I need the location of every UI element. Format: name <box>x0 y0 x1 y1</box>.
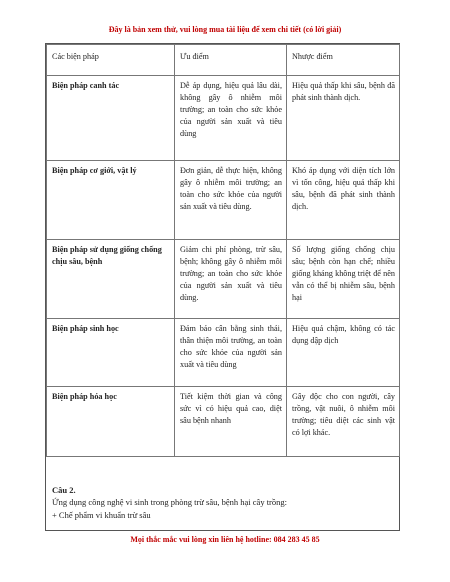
question-heading: Câu 2. <box>52 485 76 495</box>
pest-control-table <box>46 44 400 457</box>
method-cons: Hiệu quả chậm, không có tác dụng dập dịch <box>287 319 400 387</box>
method-pros: Tiết kiệm thời gian và công sức vì có hiệu quả cao, diệt sâu bệnh nhanh <box>175 387 287 457</box>
method-cons: Khó áp dụng với diện tích lớn vì tốn công, hiệu quả thấp khi sâu, bệnh đã phát sinh thành dịch. <box>287 161 400 240</box>
method-name: Biện pháp canh tác <box>47 76 175 161</box>
preview-notice-banner: Đây là bản xem thử, vui lòng mua tài liệu để xem chi tiết (có lời giải) <box>108 25 342 34</box>
method-pros: Giảm chi phí phòng, trừ sâu, bệnh; không gây ô nhiễm môi trường; an toàn cho sức khỏe của người sản xuất và tiêu dùng. <box>175 240 287 319</box>
hotline-banner: Mọi thắc mắc vui lòng xin liên hệ hotline: 084 283 45 85 <box>130 535 320 544</box>
method-name: Biện pháp cơ giới, vật lý <box>47 161 175 240</box>
header-methods: Các biện pháp <box>47 45 175 76</box>
method-pros: Đơn giản, dễ thực hiện, không gây ô nhiễm môi trường; an toàn cho sức khỏe của người sản xuất và tiêu dùng. <box>175 161 287 240</box>
table-row <box>47 76 400 161</box>
table-row <box>47 387 400 457</box>
method-name: Biện pháp hóa học <box>47 387 175 457</box>
method-cons: Hiệu quả thấp khi sâu, bệnh đã phát sinh thành dịch. <box>287 76 400 161</box>
method-name: Biện pháp sử dụng giống chống chịu sâu, bệnh <box>47 240 175 319</box>
question-section <box>52 484 397 521</box>
table-row <box>47 161 400 240</box>
table-header-row <box>47 45 400 76</box>
question-text: Ứng dụng công nghệ vi sinh trong phòng trừ sâu, bệnh hại cây trồng: <box>52 497 287 508</box>
method-pros: Dễ áp dụng, hiệu quả lâu dài, không gây ô nhiễm môi trường; an toàn cho sức khỏe của người sản xuất và tiêu dùng <box>175 76 287 161</box>
method-cons: Số lượng giống chống chịu sâu; bệnh còn hạn chế; nhiều giống kháng không triệt để nên vẫn có thể bị nhiễm sâu, bệnh hại <box>287 240 400 319</box>
question-list-item: + Chế phẩm vi khuẩn trừ sâu <box>52 509 151 520</box>
method-pros: Đảm bảo cân bằng sinh thái, thân thiện môi trường, an toàn cho sức khỏe của người sản xuất và tiêu dùng <box>175 319 287 387</box>
method-name: Biện pháp sinh học <box>47 319 175 387</box>
method-cons: Gây độc cho con người, cây trồng, vật nuôi, ô nhiễm môi trường; tiêu diệt các sinh vật có lợi khác. <box>287 387 400 457</box>
table-row <box>47 319 400 387</box>
header-pros: Ưu điểm <box>175 45 287 76</box>
header-cons: Nhược điểm <box>287 45 400 76</box>
table-row <box>47 240 400 319</box>
document-frame <box>45 43 400 531</box>
